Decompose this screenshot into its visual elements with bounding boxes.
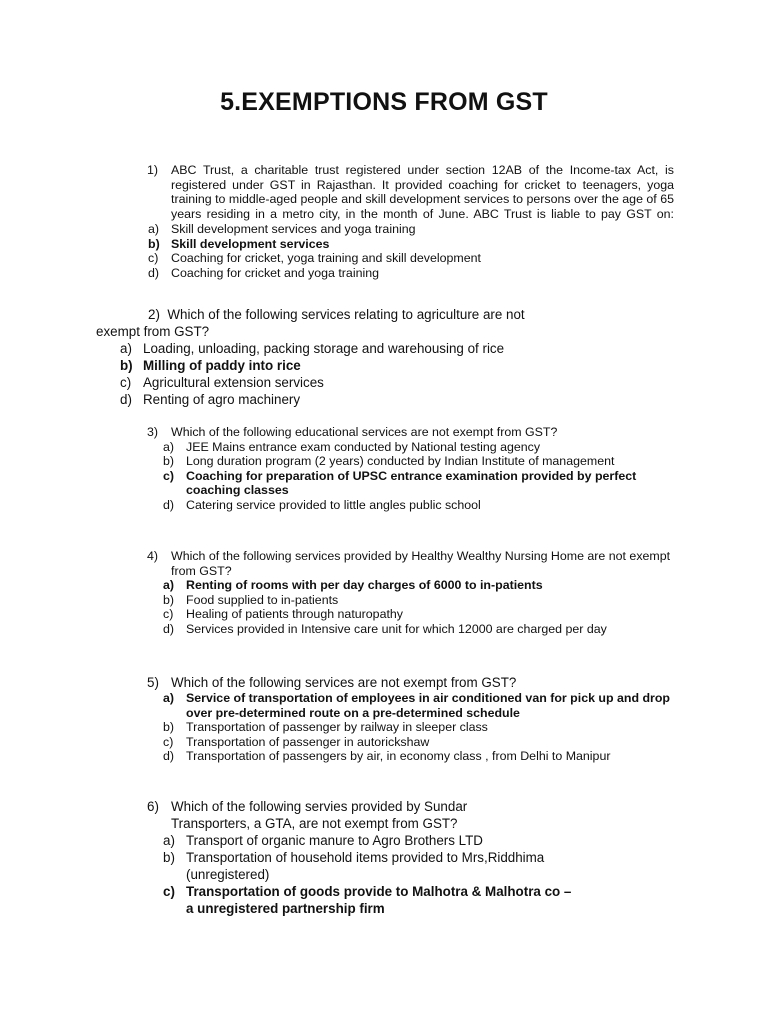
- option-c: [148, 251, 674, 266]
- option-b: [163, 720, 686, 735]
- option-text: Healing of patients through naturopathy: [186, 607, 403, 622]
- option-label: c): [163, 884, 175, 899]
- question-text: ABC Trust, a charitable trust registered under section 12AB of the Income-tax Act, is registered under GST in Rajasthan. It provided coaching for cricket to teenagers, yoga training to middle-aged people and skill development services to persons over the age of 65 years residing in a metro city, in the month of June. ABC Trust is liable to pay GST on:: [171, 163, 674, 221]
- option-label: d): [148, 265, 160, 280]
- option-label: b): [163, 850, 175, 865]
- option-text: Skill development services and yoga training: [171, 221, 416, 236]
- option-label: c): [163, 468, 175, 483]
- option-d: [163, 621, 671, 637]
- option-label: b): [163, 720, 175, 735]
- option-d: [120, 391, 656, 408]
- option-label: b): [120, 358, 133, 373]
- question-text-continued: exempt from GST?: [96, 324, 210, 339]
- option-label: c): [163, 734, 174, 749]
- question-1: [147, 163, 674, 280]
- option-text: Renting of agro machinery: [143, 392, 301, 407]
- option-label: a): [163, 439, 175, 454]
- question-text: Which of the following services provided by Healthy Wealthy Nursing Home are not exempt from GST?: [171, 549, 671, 578]
- question-number: 3): [147, 425, 159, 439]
- question-6-stem: [147, 798, 516, 832]
- question-3-stem: [147, 425, 671, 440]
- option-label: d): [120, 392, 132, 407]
- option-a: [163, 439, 671, 455]
- option-label: a): [163, 578, 175, 593]
- option-label: b): [163, 592, 175, 607]
- option-text: Long duration program (2 years) conducted by Indian Institute of management: [186, 454, 615, 469]
- option-text: Transportation of household items provided to Mrs,Riddhima (unregistered): [186, 850, 545, 882]
- option-d: [163, 749, 686, 764]
- question-5: [147, 674, 686, 764]
- question-2-stem: [96, 306, 656, 340]
- option-b-answer: [120, 357, 656, 374]
- option-text: Service of transportation of employees in air conditioned van for pick up and drop over pre-determined route on a pre-determined schedule: [186, 691, 670, 720]
- option-label: d): [163, 621, 175, 636]
- option-a-answer: [163, 578, 671, 593]
- option-text: Loading, unloading, packing storage and warehousing of rice: [143, 341, 505, 356]
- option-b: [163, 849, 581, 883]
- option-text: Transport of organic manure to Agro Brothers LTD: [186, 833, 483, 848]
- option-c-answer: [163, 883, 581, 917]
- option-d: [163, 497, 671, 513]
- option-label: a): [163, 833, 175, 848]
- option-text: Services provided in Intensive care unit for which 12000 are charged per day: [186, 621, 607, 636]
- question-4-stem: [147, 549, 671, 578]
- option-list: [163, 578, 671, 636]
- option-c: [163, 607, 671, 622]
- question-2-line1: [96, 306, 656, 323]
- option-text: Coaching for cricket, yoga training and skill development: [171, 251, 481, 266]
- question-3: [147, 425, 671, 513]
- option-label: a): [163, 691, 175, 705]
- option-label: a): [148, 221, 160, 236]
- question-text: Which of the following educational services are not exempt from GST?: [171, 425, 558, 439]
- option-text: Agricultural extension services: [143, 375, 324, 390]
- option-list: [148, 221, 674, 280]
- option-text: Transportation of goods provide to Malhotra & Malhotra co – a unregistered partnership firm: [186, 884, 572, 916]
- question-number: 6): [147, 799, 159, 814]
- question-4: [147, 549, 671, 637]
- option-label: c): [163, 607, 174, 622]
- option-label: a): [120, 341, 132, 356]
- option-text: Skill development services: [171, 236, 330, 251]
- option-b: [163, 454, 671, 469]
- option-label: b): [148, 236, 160, 251]
- question-text: Which of the following services are not exempt from GST?: [171, 675, 517, 690]
- option-label: c): [148, 251, 159, 266]
- question-5-stem: [147, 674, 686, 691]
- option-text: Renting of rooms with per day charges of 6000 to in-patients: [186, 578, 543, 593]
- option-text: Coaching for cricket and yoga training: [171, 265, 380, 280]
- option-c: [163, 734, 686, 750]
- option-b-answer: [148, 236, 674, 252]
- option-list: [96, 340, 656, 408]
- question-number: 4): [147, 549, 159, 563]
- option-text: Transportation of passenger by railway in sleeper class: [186, 720, 488, 735]
- option-a: [163, 832, 581, 849]
- question-text: Which of the following servies provided by Sundar Transporters, a GTA, are not exempt from GST?: [171, 799, 468, 831]
- option-text: Food supplied to in-patients: [186, 592, 339, 607]
- option-text: Milling of paddy into rice: [143, 358, 301, 373]
- option-label: d): [163, 497, 175, 512]
- option-d: [148, 265, 674, 281]
- option-c: [120, 374, 656, 391]
- question-number: 1): [147, 163, 159, 177]
- option-text: Catering service provided to little angles public school: [186, 497, 481, 512]
- option-text: Transportation of passenger in autorickshaw: [186, 734, 430, 749]
- option-label: d): [163, 749, 175, 764]
- option-label: b): [163, 454, 175, 469]
- option-c-answer: [163, 468, 671, 498]
- option-list: [163, 832, 581, 917]
- option-a-answer: [163, 691, 686, 720]
- option-text: Transportation of passengers by air, in economy class , from Delhi to Manipur: [186, 749, 611, 764]
- page-title: 5.EXEMPTIONS FROM GST: [220, 88, 548, 116]
- option-text: JEE Mains entrance exam conducted by National testing agency: [186, 439, 541, 454]
- option-a: [120, 340, 656, 357]
- option-text: Coaching for preparation of UPSC entrance examination provided by perfect coaching classes: [186, 468, 637, 498]
- question-6: [147, 798, 581, 917]
- question-number: 5): [147, 675, 159, 690]
- option-list: [163, 691, 686, 764]
- question-number: 2): [148, 307, 160, 322]
- option-b: [163, 592, 671, 608]
- option-label: c): [120, 375, 132, 390]
- question-text: Which of the following services relating to agriculture are not: [167, 307, 525, 322]
- option-list: [163, 439, 671, 513]
- option-a: [148, 221, 674, 237]
- question-2: [96, 306, 656, 408]
